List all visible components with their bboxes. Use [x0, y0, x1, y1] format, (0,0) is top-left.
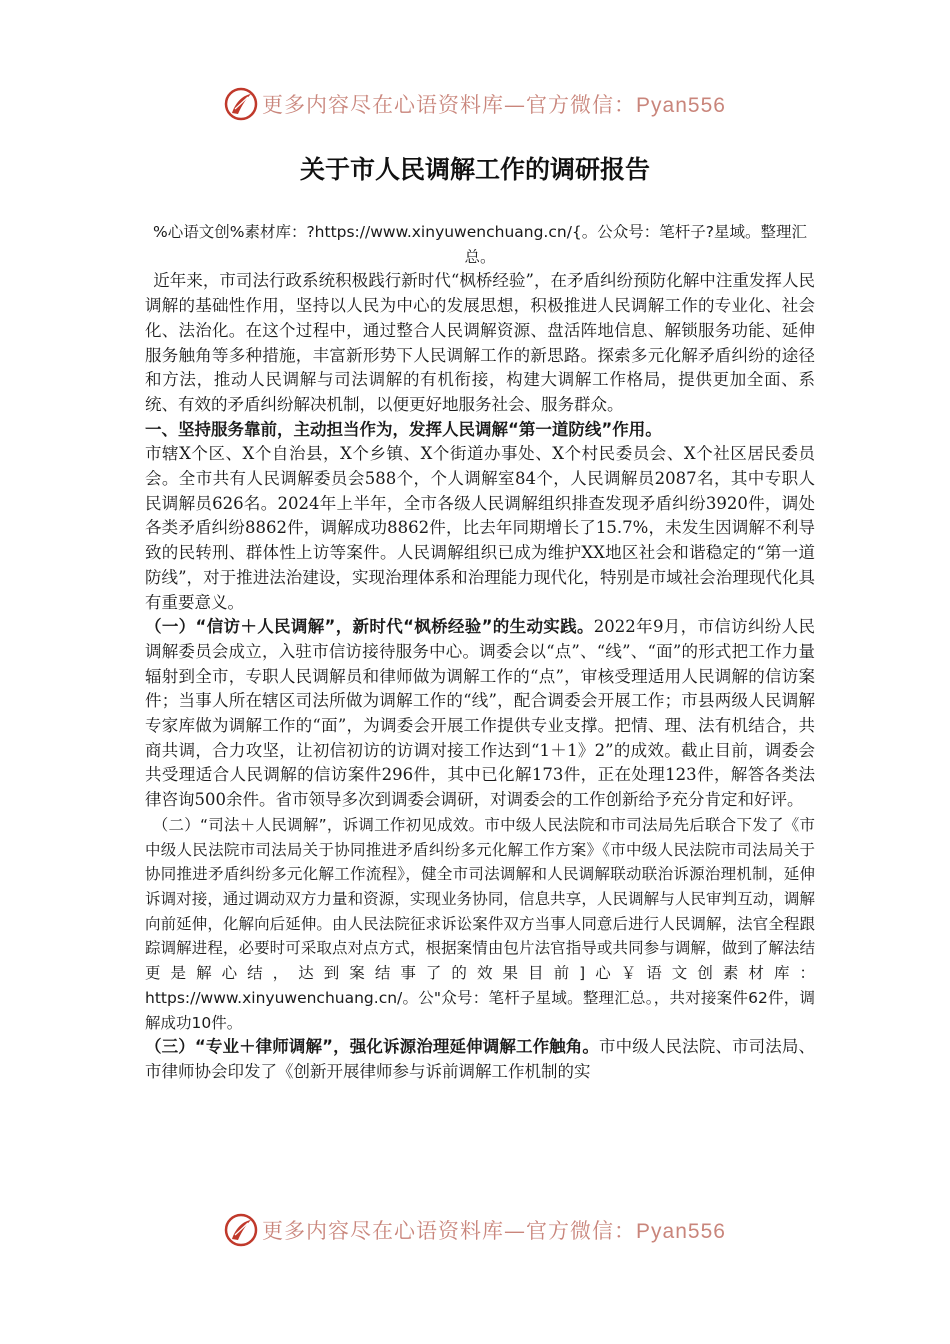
- section-1-body: 市辖X个区、X个自治县，X个乡镇、X个街道办事处、X个村民委员会、X个社区居民委员会。全市共有人民调解委员会588个，个人调解室84个，人民调解员2087名，其中专职人民调解员626名。2024年上半年，全市各级人民调解组织排查发现矛盾纠纷3920件，调处各类矛盾纠纷8862件，调解成功8862件，比去年同期增长了15.7%，未发生因调解不利导致的民转刑、群体性上访等案件。人民调解组织已成为维护XX地区社会和谐稳定的“第一道防线”，对于推进法治建设，实现治理体系和治理能力现代化，特别是市域社会治理现代化具有重要意义。: [145, 444, 815, 612]
- source-line: %心语文创%素材库：?https://www.xinyuwenchuang.cn/{。公众号：笔杆子?星域。整理汇总。: [152, 223, 808, 266]
- subsection-1-heading: （一）“信访＋人民调解”，新时代“枫桥经验”的生动实践。: [145, 617, 594, 637]
- subsection-3-body: 市中级人民法院、市司法局、市律师协会印发了《创新开展律师参与诉前调解工作机制的实: [145, 1037, 815, 1081]
- brand-logo-icon: [224, 87, 258, 121]
- document-body: [145, 220, 815, 1085]
- subsection-3: [145, 1035, 815, 1084]
- section-1-heading: 一、坚持服务靠前，主动担当作为，发挥人民调解“第一道防线”作用。: [145, 419, 662, 439]
- subsection-3-heading: （三）“专业＋律师调解”，强化诉源治理延伸调解工作触角。: [145, 1037, 600, 1057]
- header-watermark-banner: [0, 84, 950, 124]
- footer-watermark-banner: [0, 1210, 950, 1250]
- subsection-2: （二）“司法＋人民调解”，诉调工作初见成效。市中级人民法院和市司法局先后联合下发了《市中级人民法院市司法局关于协同推进矛盾纠纷多元化解工作方案》《市中级人民法院市司法局关于协同推进矛盾纠纷多元化解工作流程》，健全市司法调解和人民调解联动联治诉源治理机制，延伸诉调对接，通过调动双方力量和资源，实现业务协同，信息共享，人民调解与人民审判互动，调解向前延伸，化解向后延伸。由人民法院征求诉讼案件双方当事人同意后进行人民调解，法官全程跟踪调解进程，必要时可采取点对点方式，根据案情由包片法官指导或共同参与调解，做到了解法结更是解心结，达到案结事了的效果目前]心￥语文创素材库：https://www.xinyuwenchuang.cn/。公"众号：笔杆子星域。整理汇总。，共对接案件62件，调解成功10件。: [145, 815, 815, 1032]
- intro-paragraph: 近年来，市司法行政系统积极践行新时代“枫桥经验”，在矛盾纠纷预防化解中注重发挥人民调解的基础性作用，坚持以人民为中心的发展思想，积极推进人民调解工作的专业化、社会化、法治化。在这个过程中，通过整合人民调解资源、盘活阵地信息、解锁服务功能、延伸服务触角等多种措施，丰富新形势下人民调解工作的新思路。探索多元化解矛盾纠纷的途径和方法，推动人民调解与司法调解的有机衔接，构建大调解工作格局，提供更加全面、系统、有效的矛盾纠纷解决机制，以便更好地服务社会、服务群众。: [145, 271, 815, 414]
- brand-logo-icon: [224, 1213, 258, 1247]
- subsection-1-body: 2022年9月，市信访纠纷人民调解委员会成立，入驻市信访接待服务中心。调委会以“点”、“线”、“面”的形式把工作力量辐射到全市，专职人民调解员和律师做为调解工作的“点”，审核受理适用人民调解的信访案件；当事人所在辖区司法所做为调解工作的“线”，配合调委会开展工作；市县两级人民调解专家库做为调解工作的“面”，为调委会开展工作提供专业支撑。把情、理、法有机结合，共商共调，合力攻坚，让初信初访的访调对接工作达到“1＋1》2”的成效。截止目前，调委会共受理适合人民调解的信访案件296件，其中已化解173件，正在处理123件，解答各类法律咨询500余件。省市领导多次到调委会调研，对调委会的工作创新给予充分肯定和好评。: [145, 617, 815, 810]
- document-title: 关于市人民调解工作的调研报告: [299, 155, 650, 184]
- banner-text: 更多内容尽在心语资料库—官方微信：Pyan556: [262, 1219, 726, 1243]
- banner-text: 更多内容尽在心语资料库—官方微信：Pyan556: [262, 93, 726, 117]
- subsection-1: [145, 615, 815, 813]
